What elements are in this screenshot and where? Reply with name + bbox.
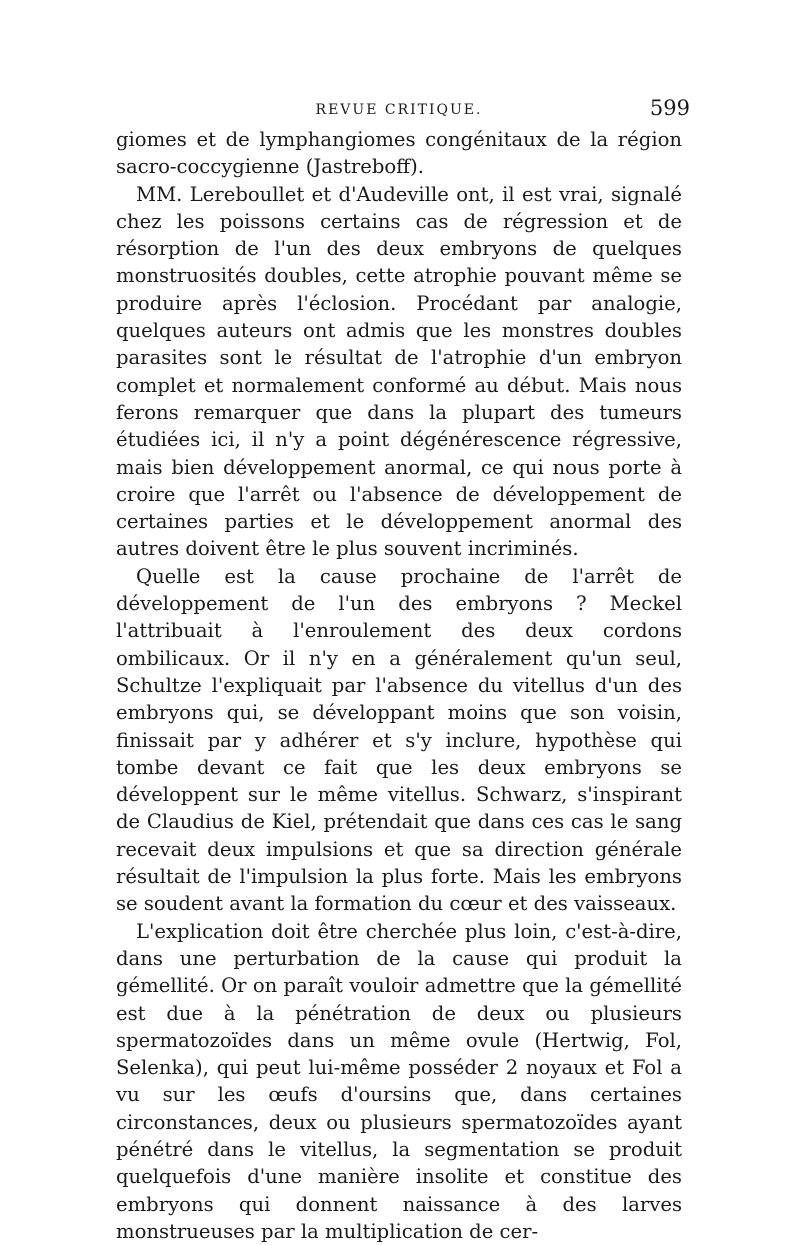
paragraph-continuation: giomes et de lymphangiomes congénitaux de la région sacro-coccygienne (Jastreboff). [116,128,682,179]
running-title: REVUE CRITIQUE. [315,102,483,118]
running-head [116,96,690,126]
paragraph-cause: Quelle est la cause prochaine de l'arrêt de développement de l'un des embryons ? Meckel l'attribuait à l'enroulement des deux cordons ombilicaux. Or il n'y en a généralement qu'un seul, Schultze l'expliquait par l'absence du vitellus d'un des embryons qui, se développant moins que son voisin, finissait par y adhérer et s'y inclure, hypothèse qui tombe devant ce fait que les deux embryons se développent sur le même vitellus. Schwarz, s'inspirant de Claudius de Kiel, prétendait que dans ces cas le sang recevait deux impulsions et que sa direction générale résultait de l'impulsion la plus forte. Mais les embryons se soudent avant la formation du cœur et des vaisseaux. [116,564,682,916]
paragraph-atrophy: MM. Lereboullet et d'Audeville ont, il est vrai, signalé chez les poissons certains cas de régression et de résorption de l'un des deux embryons de quelques monstruosités doubles, cette atrophie pouvant même se produire après l'éclosion. Procédant par analogie, quelques auteurs ont admis que les monstres doubles parasites sont le résultat de l'atrophie d'un embryon complet et normalement conformé au début. Mais nous ferons remarquer que dans la plupart des tumeurs étudiées ici, il n'y a point dégénérescence régressive, mais bien développement anormal, ce qui nous porte à croire que l'arrêt ou l'absence de développement de certaines parties et le développement anormal des autres doivent être le plus souvent incriminés. [116,182,682,561]
paragraph-explanation: L'explication doit être cherchée plus loin, c'est-à-dire, dans une perturbation de la cause qui produit la gémellité. Or on paraît vouloir admettre que la gémellité est due à la pénétration de deux ou plusieurs spermatozoïdes dans un même ovule (Hertwig, Fol, Selenka), qui peut lui-même posséder 2 noyaux et Fol a vu sur les œufs d'oursins que, dans certaines circonstances, deux ou plusieurs spermatozoïdes ayant pénétré dans le vitellus, la segmentation se produit quelquefois d'une manière insolite et constitue des embryons qui donnent naissance à des larves monstrueuses par la multiplication de cer- [116,919,682,1243]
page-number: 599 [649,96,690,120]
book-page [116,96,690,1245]
body-text [116,126,682,1245]
